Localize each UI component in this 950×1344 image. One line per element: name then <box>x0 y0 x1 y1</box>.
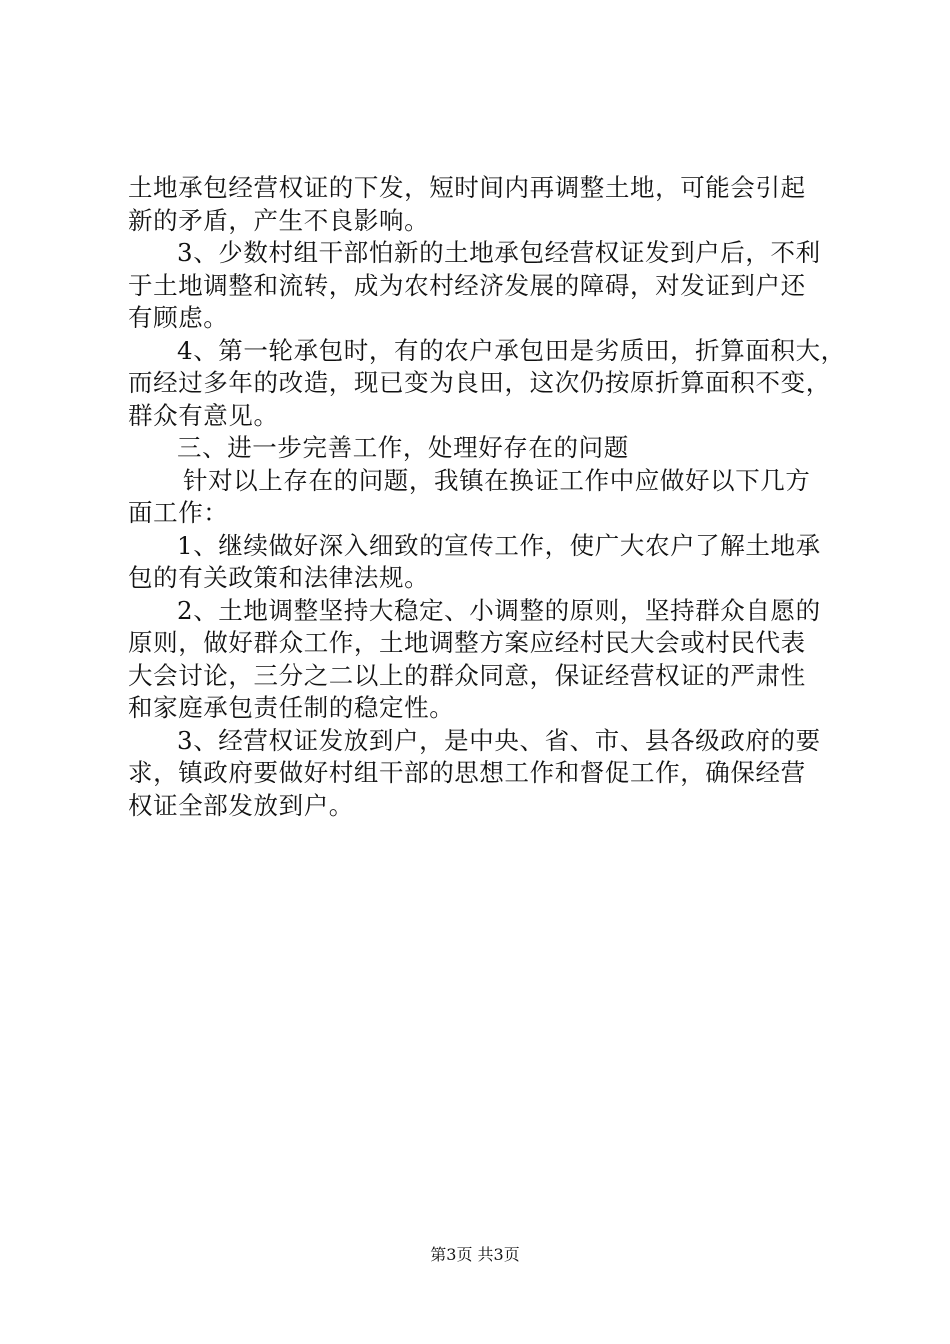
document-body <box>128 172 848 822</box>
text-line: 而经过多年的改造，现已变为良田，这次仍按原折算面积不变， <box>128 368 831 397</box>
text-line: 针对以上存在的问题，我镇在换证工作中应做好以下几方 <box>183 465 811 495</box>
text-line: 3、经营权证发放到户，是中央、省、市、县各级政府的要 <box>177 725 821 755</box>
text-line: 1、继续做好深入细致的宣传工作，使广大农户了解土地承 <box>177 530 821 560</box>
text-line: 面工作： <box>128 498 229 527</box>
text-line: 群众有意见。 <box>128 400 279 430</box>
text-line: 2、土地调整坚持大稳定、小调整的原则，坚持群众自愿的 <box>177 595 821 625</box>
text-line: 新的矛盾，产生不良影响。 <box>128 205 430 235</box>
page-number-footer: 第3页 共3页 <box>430 1245 520 1264</box>
text-line: 有顾虑。 <box>128 303 229 332</box>
text-line: 土地承包经营权证的下发，短时间内再调整土地，可能会引起 <box>128 173 806 202</box>
text-line: 4、第一轮承包时，有的农户承包田是劣质田，折算面积大， <box>177 335 846 365</box>
section-heading: 三、进一步完善工作，处理好存在的问题 <box>177 433 629 462</box>
text-line: 权证全部发放到户。 <box>128 790 354 820</box>
text-line: 和家庭承包责任制的稳定性。 <box>128 693 455 722</box>
text-line: 原则，做好群众工作，土地调整方案应经村民大会或村民代表 <box>128 628 806 657</box>
text-line: 大会讨论，三分之二以上的群众同意，保证经营权证的严肃性 <box>128 660 806 690</box>
text-line: 3、少数村组干部怕新的土地承包经营权证发到户后，不利 <box>177 238 821 267</box>
text-line: 求，镇政府要做好村组干部的思想工作和督促工作，确保经营 <box>128 758 806 787</box>
text-line: 包的有关政策和法律法规。 <box>128 563 430 592</box>
text-line: 于土地调整和流转，成为农村经济发展的障碍，对发证到户还 <box>128 270 806 300</box>
